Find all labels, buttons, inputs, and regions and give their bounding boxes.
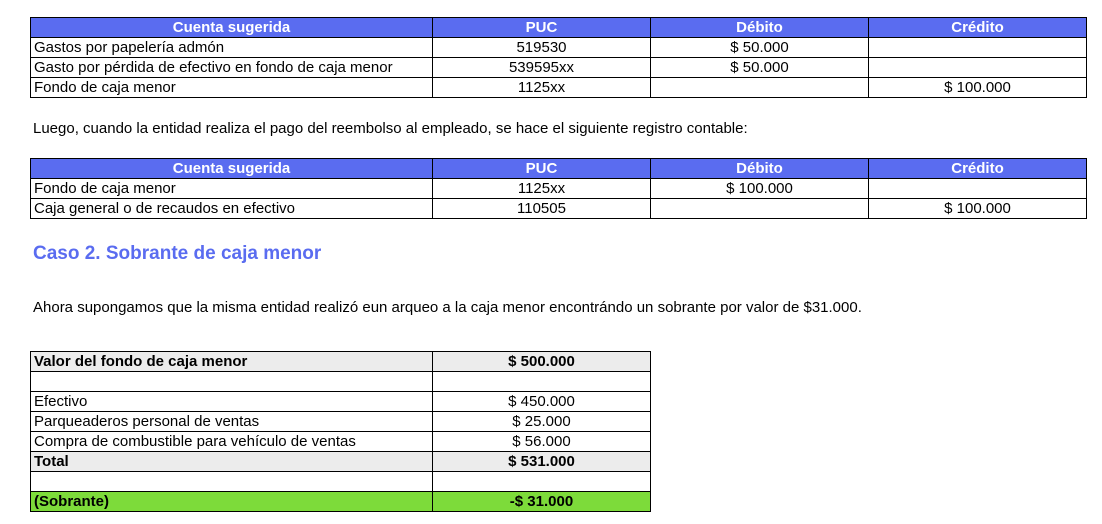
cell-debito (651, 199, 869, 219)
section-heading-caso-2: Caso 2. Sobrante de caja menor (33, 243, 322, 264)
header-puc: PUC (433, 159, 651, 179)
cell-debito: $ 50.000 (651, 58, 869, 78)
header-debito: Débito (651, 159, 869, 179)
header-credito: Crédito (869, 18, 1087, 38)
entry-table-1 (30, 17, 1087, 98)
arqueo-table (30, 351, 651, 512)
cell-concepto: (Sobrante) (31, 492, 433, 512)
table-row (31, 432, 651, 452)
cell-puc: 539595xx (433, 58, 651, 78)
table-row-sobrante (31, 492, 651, 512)
cell-cuenta: Gasto por pérdida de efectivo en fondo de caja menor (31, 58, 433, 78)
table-header-row (31, 159, 1087, 179)
table-row (31, 38, 1087, 58)
cell-cuenta: Fondo de caja menor (31, 78, 433, 98)
header-cuenta: Cuenta sugerida (31, 18, 433, 38)
cell-valor (433, 472, 651, 492)
cell-cuenta: Fondo de caja menor (31, 179, 433, 199)
cell-debito (651, 78, 869, 98)
cell-concepto (31, 472, 433, 492)
paragraph-reembolso: Luego, cuando la entidad realiza el pago del reembolso al empleado, se hace el siguiente registro contable: (33, 120, 748, 137)
table-row (31, 199, 1087, 219)
cell-credito: $ 100.000 (869, 199, 1087, 219)
cell-concepto: Valor del fondo de caja menor (31, 352, 433, 372)
header-puc: PUC (433, 18, 651, 38)
cell-puc: 519530 (433, 38, 651, 58)
table-row (31, 78, 1087, 98)
cell-concepto: Compra de combustible para vehículo de ventas (31, 432, 433, 452)
cell-valor: $ 56.000 (433, 432, 651, 452)
table-row (31, 412, 651, 432)
cell-valor: $ 531.000 (433, 452, 651, 472)
table-row-total (31, 452, 651, 472)
table-row (31, 58, 1087, 78)
cell-cuenta: Caja general o de recaudos en efectivo (31, 199, 433, 219)
cell-credito (869, 38, 1087, 58)
cell-concepto: Efectivo (31, 392, 433, 412)
cell-valor: $ 500.000 (433, 352, 651, 372)
cell-debito: $ 50.000 (651, 38, 869, 58)
header-cuenta: Cuenta sugerida (31, 159, 433, 179)
table-header-row (31, 18, 1087, 38)
cell-concepto: Total (31, 452, 433, 472)
header-credito: Crédito (869, 159, 1087, 179)
header-debito: Débito (651, 18, 869, 38)
cell-valor: -$ 31.000 (433, 492, 651, 512)
cell-puc: 1125xx (433, 179, 651, 199)
cell-concepto: Parqueaderos personal de ventas (31, 412, 433, 432)
table-row (31, 392, 651, 412)
cell-concepto (31, 372, 433, 392)
cell-puc: 1125xx (433, 78, 651, 98)
cell-debito: $ 100.000 (651, 179, 869, 199)
cell-credito: $ 100.000 (869, 78, 1087, 98)
cell-valor (433, 372, 651, 392)
cell-puc: 110505 (433, 199, 651, 219)
table-row (31, 179, 1087, 199)
table-row (31, 372, 651, 392)
cell-credito (869, 58, 1087, 78)
paragraph-arqueo: Ahora supongamos que la misma entidad realizó eun arqueo a la caja menor encontrándo un sobrante por valor de $31.000. (33, 299, 862, 316)
cell-credito (869, 179, 1087, 199)
cell-cuenta: Gastos por papelería admón (31, 38, 433, 58)
cell-valor: $ 450.000 (433, 392, 651, 412)
table-row (31, 352, 651, 372)
cell-valor: $ 25.000 (433, 412, 651, 432)
entry-table-2 (30, 158, 1087, 219)
table-row (31, 472, 651, 492)
